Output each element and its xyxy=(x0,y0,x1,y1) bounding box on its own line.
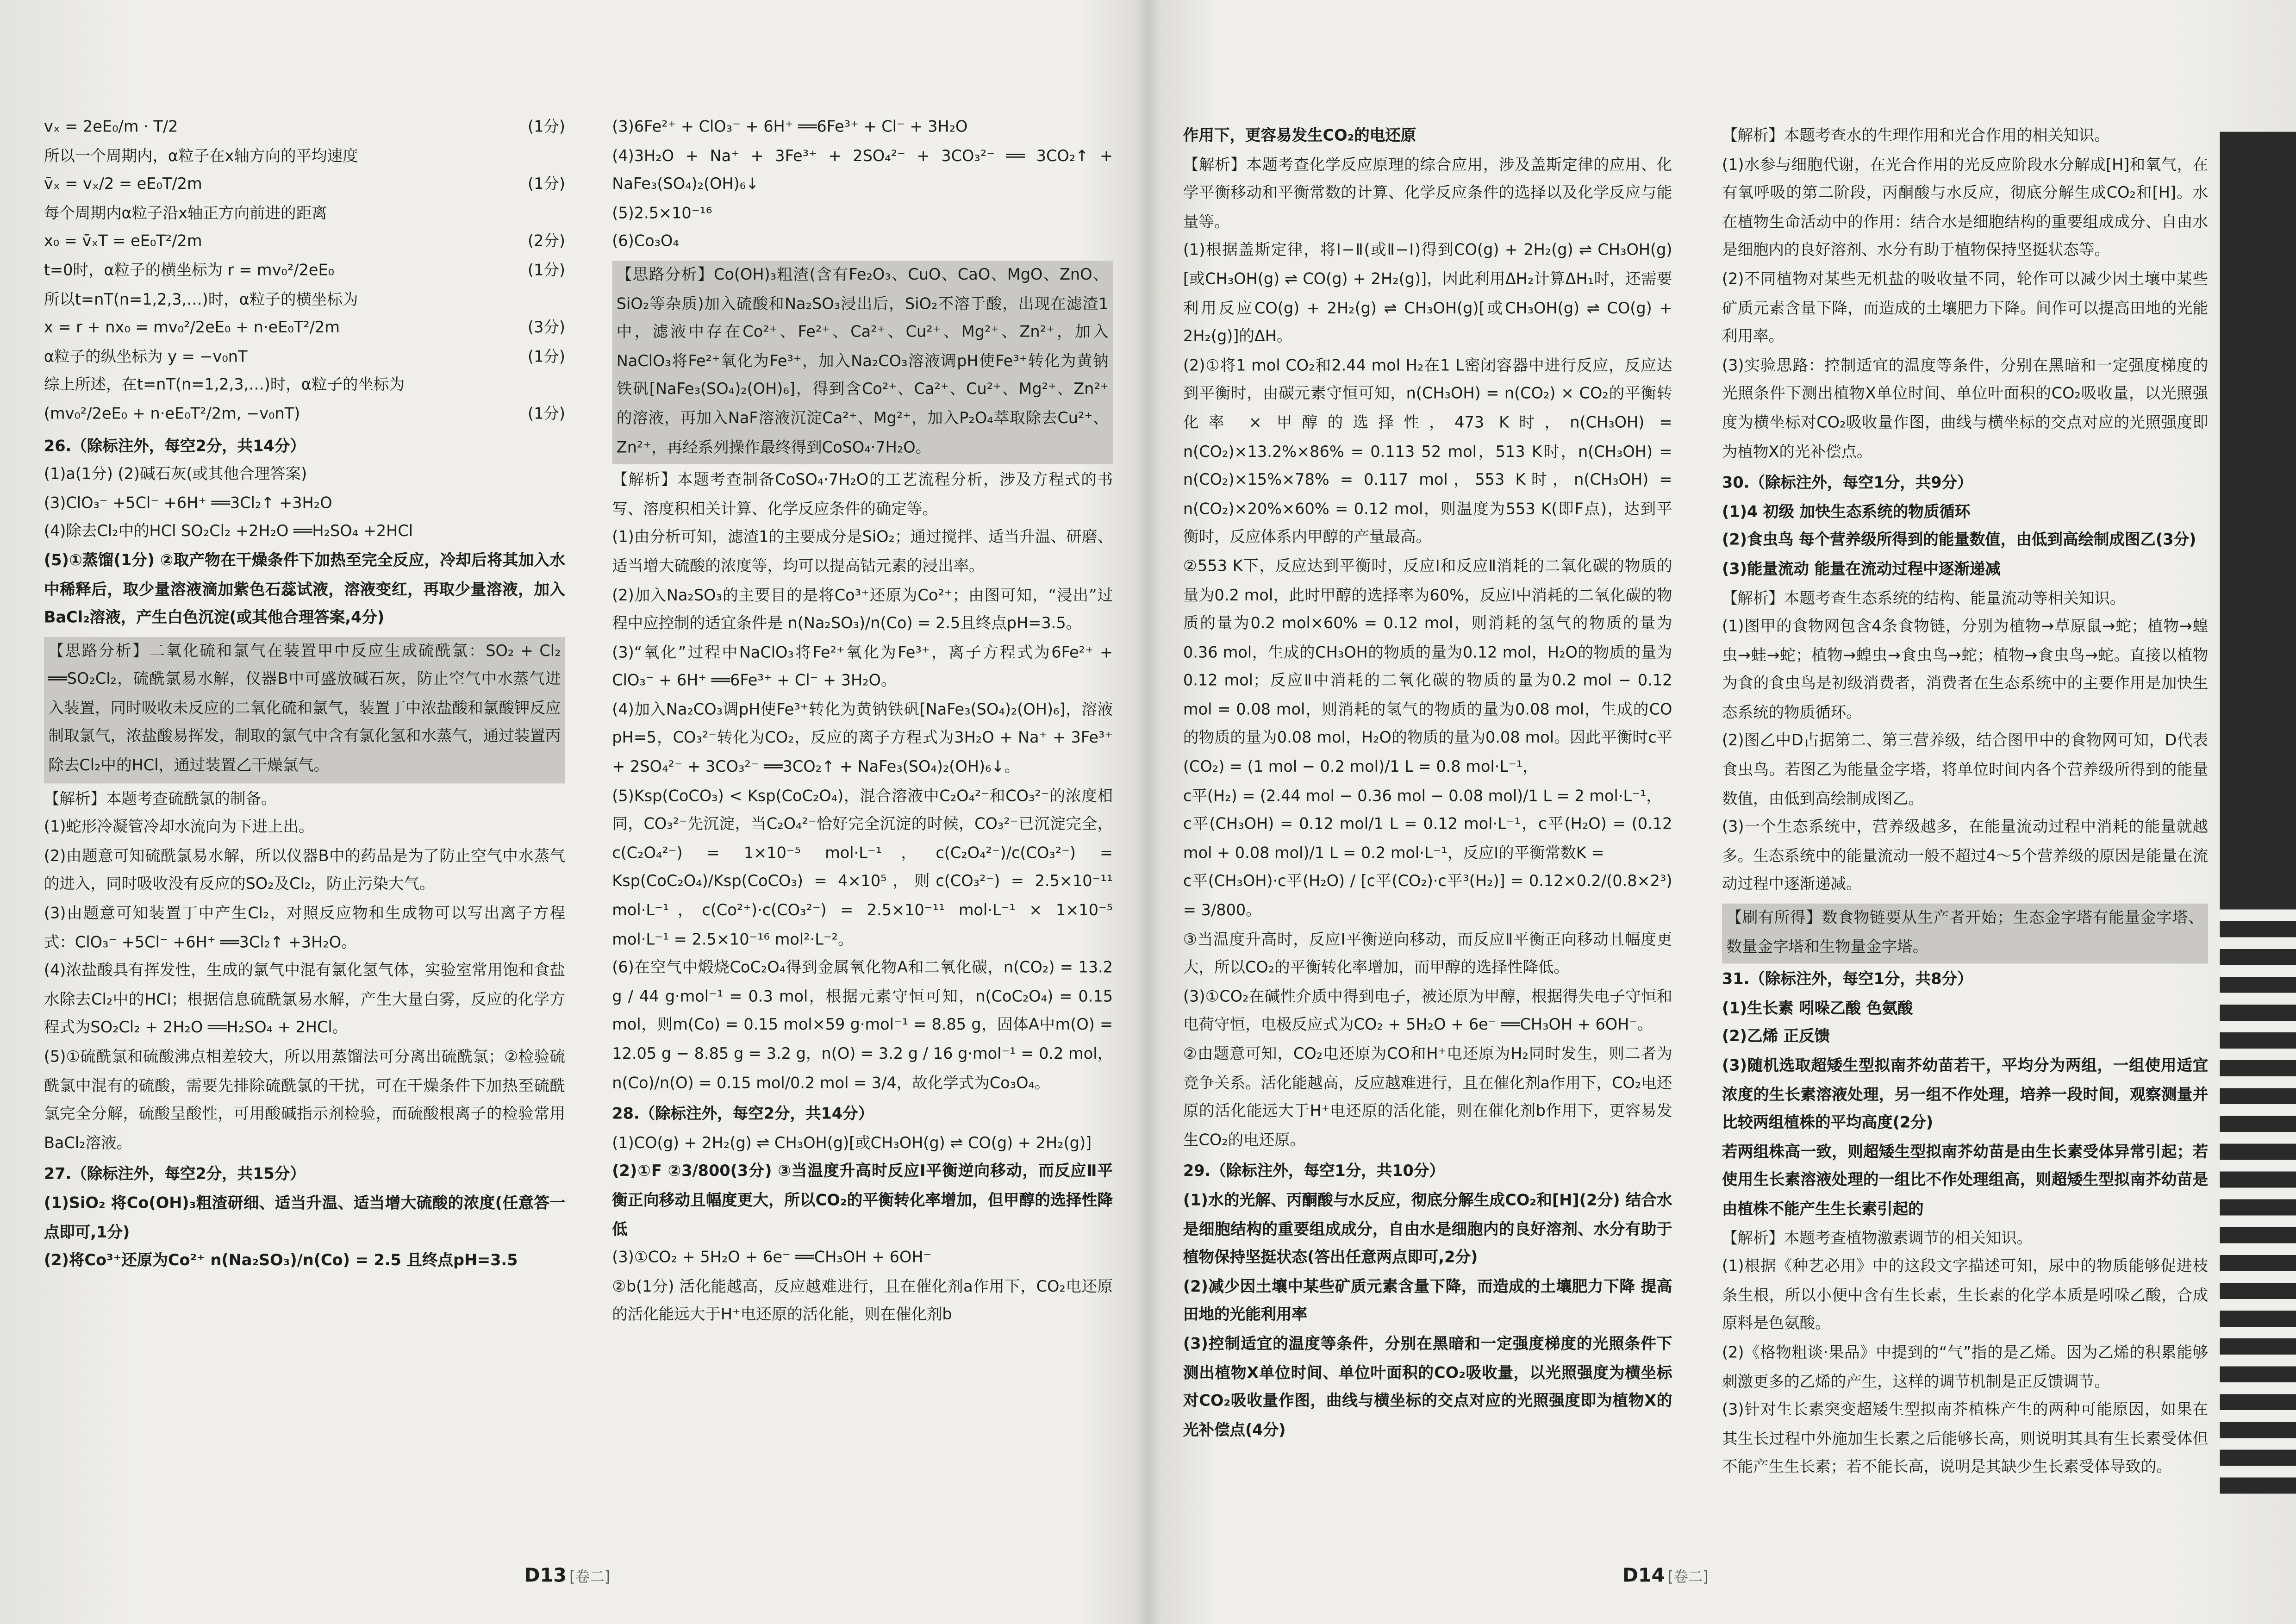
paragraph xyxy=(44,490,565,519)
text: (1)水的光解、丙酮酸与水反应，彻底分解生成CO₂和[H](2分) 结合水是细胞结构的重要组成成分，自由水是细胞内的良好溶剂、水分有助于植物保持坚挺状态(答出任意两点即可,2分) xyxy=(1183,1192,1672,1267)
text: 28.（除标注外，每空2分，共14分） xyxy=(612,1106,874,1124)
text: (5)Ksp(CoCO₃) < Ksp(CoC₂O₄)，混合溶液中C₂O₄²⁻和CO₃²⁻的浓度相同，CO₃²⁻先沉淀，当C₂O₄²⁻恰好完全沉淀的时候，CO₃²⁻已沉淀完全，c(C₂O₄²⁻) = 1×10⁻⁵ mol·L⁻¹，c(C₂O₄²⁻)/c(CO₃²⁻) = Ksp(CoC₂O₄)/Ksp(CoCO₃) = 4×10⁵，则c(CO₃²⁻) = 2.5×10⁻¹¹ mol·L⁻¹，c(Co²⁺)·c(CO₃²⁻) = 2.5×10⁻¹¹ mol·L⁻¹ × 1×10⁻⁵ mol·L⁻¹ = 2.5×10⁻¹⁶ mol²·L⁻²。 xyxy=(612,787,1113,949)
paragraph xyxy=(612,697,1113,783)
paragraph xyxy=(612,229,1113,258)
text: c平(H₂) = (2.44 mol − 0.36 mol − 0.08 mol)/1 L = 2 mol·L⁻¹， xyxy=(1183,787,1662,805)
answer-text xyxy=(44,548,565,634)
answer-text xyxy=(44,1248,565,1277)
paragraph xyxy=(1183,984,1672,1041)
paragraph xyxy=(44,287,565,315)
text: 【思路分析】Co(OH)₃粗渣(含有Fe₂O₃、CuO、CaO、MgO、ZnO、SiO₂等杂质)加入硫酸和Na₂SO₃浸出后，SiO₂不溶于酸，出现在滤渣1中，滤液中存在Co²⁺、Fe²⁺、Ca²⁺、Cu²⁺、Mg²⁺、Zn²⁺，加入NaClO₃将Fe²⁺氧化为Fe³⁺，加入Na₂CO₃溶液调pH使Fe³⁺转化为黄钠铁矾[NaFe₃(SO₄)₂(OH)₆]，得到含Co²⁺、Ca²⁺、Cu²⁺、Mg²⁺、Zn²⁺的溶液，再加入NaF溶液沉淀Ca²⁺、Mg²⁺，加入P₂O₄萃取除去Cu²⁺、Zn²⁺，再经系列操作最终得到CoSO₄·7H₂O。 xyxy=(616,266,1109,456)
text: (3)实验思路：控制适宜的温度等条件，分别在黑暗和一定强度梯度的光照条件下测出植物X单位时间、单位叶面积的CO₂吸收量，以光照强度为横坐标对CO₂吸收量作图，曲线与横坐标的交点对应的光照强度即为植物X的光补偿点。 xyxy=(1722,357,2209,461)
text: (3)随机选取超矮生型拟南芥幼苗若干，平均分为两组，一组使用适宜浓度的生长素溶液处理，另一组不作处理，培养一段时间，观察测量并比较两组植株的平均高度(2分) xyxy=(1722,1057,2209,1132)
text: (1)水参与细胞代谢，在光合作用的光反应阶段水分解成[H]和氧气，在有氧呼吸的第二阶段，丙酮酸与水反应，彻底分解生成CO₂和[H]。水在植物生命活动中的作用：结合水是细胞结构的重要组成成分、自由水是细胞内的良好溶剂、水分有助于植物保持坚挺状态等。 xyxy=(1722,156,2209,260)
text: (2)图乙中D占据第二、第三营养级，结合图甲中的食物网可知，D代表食虫鸟。若图乙为能量金字塔，将单位时间内各个营养级所得到的能量数值，由低到高绘制成图乙。 xyxy=(1722,733,2209,808)
text: (3)①CO₂在碱性介质中得到电子，被还原为甲醇，根据得失电子守恒和电荷守恒，电极反应式为CO₂ + 5H₂O + 6e⁻ ══CH₃OH + 6OH⁻。 xyxy=(1183,988,1672,1035)
answer-text xyxy=(1722,556,2208,585)
text: (5)①硫酰氯和硫酸沸点相差较大，所以用蒸馏法可分离出硫酰氯；②检验硫酰氯中混有的硫酸，需要先排除硫酰氯的干扰，可在干燥条件下加热至硫酰氯完全分解，硫酸呈酸性，可用酸碱指示剂检验，而硫酸根离子的检验常用BaCl₂溶液。 xyxy=(44,1048,566,1152)
answer-text xyxy=(1722,528,2208,556)
paragraph xyxy=(612,143,1113,200)
question-heading xyxy=(612,1101,1113,1130)
text: (6)在空气中煅烧CoC₂O₄得到金属氧化物A和二氧化碳，n(CO₂) = 13.2 g / 44 g·mol⁻¹ = 0.3 mol，根据元素守恒可知，n(CoC₂O₄) = 0.15 mol，则m(Co) = 0.15 mol×59 g·mol⁻¹ = 8.85 g，固体A中m(O) = 12.05 g − 8.85 g = 3.2 g，n(O) = 3.2 g / 16 g·mol⁻¹ = 0.2 mol，n(Co)/n(O) = 0.15 mol/0.2 mol = 3/4，故化学式为Co₃O₄。 xyxy=(612,959,1113,1092)
page-number-right xyxy=(1622,1564,1709,1587)
text: (1)a(1分) (2)碱石灰(或其他合理答案) xyxy=(44,466,307,484)
paragraph xyxy=(1722,1397,2208,1483)
text: 综上所述，在t=nT(n=1,2,3,…)时，α粒子的坐标为 xyxy=(44,377,405,395)
text: 【解析】本题考查化学反应原理的综合应用，涉及盖斯定律的应用、化学平衡移动和平衡常数的计算、化学反应条件的选择以及化学反应与能量等。 xyxy=(1183,156,1672,231)
question-heading xyxy=(44,1162,565,1191)
text: (3)由题意可知装置丁中产生Cl₂，对照反应物和生成物可以写出离子方程式：ClO₃⁻ +5Cl⁻ +6H⁺ ══3Cl₂↑ +3H₂O。 xyxy=(44,905,566,951)
score-label: (3分) xyxy=(528,319,566,337)
text: (5)2.5×10⁻¹⁶ xyxy=(612,205,712,223)
answer-text xyxy=(1722,1053,2208,1139)
paragraph xyxy=(1183,1041,1672,1156)
question-heading xyxy=(44,433,565,462)
text: 31.（除标注外，每空1分，共8分） xyxy=(1722,971,1973,989)
paragraph xyxy=(1183,353,1672,554)
paragraph xyxy=(612,639,1113,697)
paragraph xyxy=(612,200,1113,229)
text: 【解析】本题考查水的生理作用和光合作用的相关知识。 xyxy=(1722,127,2110,145)
paragraph xyxy=(1722,585,2208,614)
paragraph xyxy=(612,525,1113,582)
answer-text xyxy=(1183,123,1672,152)
text: (2)由题意可知硫酰氯易水解，所以仪器B中的药品是为了防止空气中水蒸气的进入，同时吸收没有反应的SO₂及Cl₂，防止污染大气。 xyxy=(44,848,566,894)
paragraph xyxy=(612,1245,1113,1274)
paragraph xyxy=(44,172,565,200)
paragraph xyxy=(1183,238,1672,353)
text: (1)根据盖斯定律，将Ⅰ−Ⅱ(或Ⅱ−Ⅰ)得到CO(g) + 2H₂(g) ⇌ CH₃OH(g)[或CH₃OH(g) ⇌ CO(g) + 2H₂(g)]，因此利用ΔH₂计算ΔH₁时，还需要利用反应CO(g) + 2H₂(g) ⇌ CH₃OH(g)[或CH₃OH(g) ⇌ CO(g) + 2H₂(g)]的ΔH。 xyxy=(1183,242,1672,346)
paragraph xyxy=(612,467,1113,525)
paragraph xyxy=(44,344,565,373)
text: (1)根据《种艺必用》中的这段文字描述可知，尿中的物质能够促进枝条生根，所以小便中含有生长素，生长素的化学本质是吲哚乙酸，合成原料是色氨酸。 xyxy=(1722,1258,2209,1333)
text: 每个周期内α粒子沿x轴正方向前进的距离 xyxy=(44,205,327,223)
answer-text xyxy=(1183,1274,1672,1331)
text: (1)生长素 吲哚乙酸 色氨酸 xyxy=(1722,999,1913,1018)
paragraph xyxy=(44,401,565,430)
paragraph xyxy=(1722,267,2208,353)
paragraph xyxy=(1183,152,1672,238)
answer-text xyxy=(1183,1331,1672,1446)
text: (3)“氧化”过程中NaClO₃将Fe²⁺氧化为Fe³⁺，离子方程式为6Fe²⁺ + ClO₃⁻ + 6H⁺ ══6Fe³⁺ + Cl⁻ + 3H₂O。 xyxy=(612,643,1113,690)
text: (2)加入Na₂SO₃的主要目的是将Co³⁺还原为Co²⁺；由图可知，“浸出”过程中应控制的适宜条件是 n(Na₂SO₃)/n(Co) = 2.5且终点pH=3.5。 xyxy=(612,586,1113,633)
paragraph xyxy=(612,1130,1113,1159)
paragraph xyxy=(44,786,565,815)
text: 【解析】本题考查植物激素调节的相关知识。 xyxy=(1722,1229,2033,1247)
text: (2)减少因土壤中某些矿质元素含量下降，而造成的土壤肥力下降 提高田地的光能利用率 xyxy=(1183,1278,1672,1324)
paragraph xyxy=(1183,783,1672,812)
paragraph xyxy=(44,519,565,548)
question-heading xyxy=(1722,470,2208,499)
text: 【思路分析】二氧化硫和氯气在装置甲中反应生成硫酰氯：SO₂ + Cl₂ ══SO₂Cl₂，硫酰氯易水解，仪器B中可盛放碱石灰，防止空气中水蒸气进入装置，同时吸收未反应的二氧化硫和氯气，装置丁中浓盐酸和氯酸钾反应制取氯气，浓盐酸易挥发，制取的氯气中含有氯化氢和水蒸气，通过装置丙除去Cl₂中的HCl，通过装置乙干燥氯气。 xyxy=(48,642,561,775)
paragraph xyxy=(612,783,1113,955)
text: (3)针对生长素突变超矮生型拟南芥植株产生的两种可能原因，如果在其生长过程中外施加生长素之后能够长高，则说明其具有生长素受体但不能产生生长素；若不能长高，说明是其缺少生长素受体导致的。 xyxy=(1722,1401,2209,1477)
paragraph xyxy=(44,229,565,258)
paragraph xyxy=(1722,614,2208,729)
page-number: D13 xyxy=(524,1565,567,1587)
text: α粒子的纵坐标为 y = −v₀nT xyxy=(44,348,248,366)
score-label: (1分) xyxy=(528,176,566,194)
highlight-note-box xyxy=(44,637,565,783)
text: c平(CH₃OH)·c平(H₂O) / [c平(CO₂)·c平³(H₂)] = 0.12×0.2/(0.8×2³) = 3/800。 xyxy=(1183,873,1672,920)
text: 27.（除标注外，每空2分，共15分） xyxy=(44,1166,306,1184)
text: (3)①CO₂ + 5H₂O + 6e⁻ ══CH₃OH + 6OH⁻ xyxy=(612,1249,932,1267)
page-number: D14 xyxy=(1622,1565,1665,1587)
text: ③当温度升高时，反应Ⅰ平衡逆向移动，而反应Ⅱ平衡正向移动且幅度更大，所以CO₂的平衡转化率增加，而甲醇的选择性降低。 xyxy=(1183,931,1672,977)
score-label: (2分) xyxy=(528,233,566,251)
text: (1)CO(g) + 2H₂(g) ⇌ CH₃OH(g)[或CH₃OH(g) ⇌ CO(g) + 2H₂(g)] xyxy=(612,1134,1092,1152)
text: vₓ = 2eE₀/m · T/2 xyxy=(44,119,178,137)
paragraph xyxy=(1183,553,1672,783)
text: (4)3H₂O + Na⁺ + 3Fe³⁺ + 2SO₄²⁻ + 3CO₃²⁻ ══ 3CO₂↑ + NaFe₃(SO₄)₂(OH)₆↓ xyxy=(612,147,1113,194)
text: (3)ClO₃⁻ +5Cl⁻ +6H⁺ ══3Cl₂↑ +3H₂O xyxy=(44,494,332,512)
text: (1)由分析可知，滤渣1的主要成分是SiO₂；通过搅拌、适当升温、研磨、适当增大硫酸的浓度等，均可以提高钴元素的浸出率。 xyxy=(612,529,1113,575)
paragraph xyxy=(1722,729,2208,815)
paragraph xyxy=(1722,152,2208,267)
text: (2)乙烯 正反馈 xyxy=(1722,1028,1830,1046)
text: 26.（除标注外，每空2分，共14分） xyxy=(44,437,306,455)
paragraph xyxy=(1183,926,1672,984)
text: (2)将Co³⁺还原为Co²⁺ n(Na₂SO₃)/n(Co) = 2.5 且终点pH=3.5 xyxy=(44,1252,518,1270)
edge-index-stripes xyxy=(2220,893,2296,1494)
text: (4)除去Cl₂中的HCl SO₂Cl₂ +2H₂O ══H₂SO₄ +2HCl xyxy=(44,523,413,541)
text: ②由题意可知，CO₂电还原为CO和H⁺电还原为H₂同时发生，则二者为竞争关系。活化能越高，反应越难进行，且在催化剂a作用下，CO₂电还原的活化能远大于H⁺电还原的活化能，则在催化剂b作用下，更容易发生CO₂的电还原。 xyxy=(1183,1045,1672,1149)
question-heading xyxy=(1183,1159,1672,1187)
score-label: (1分) xyxy=(528,262,566,280)
text: 30.（除标注外，每空1分，共9分） xyxy=(1722,475,1973,493)
text: ②b(1分) 活化能越高，反应越难进行，且在催化剂a作用下，CO₂电还原的活化能远大于H⁺电还原的活化能，则在催化剂b xyxy=(612,1278,1113,1324)
text: (1)图甲的食物网包含4条食物链，分别为植物→草原鼠→蛇；植物→蝗虫→蛙→蛇；植物→蝗虫→食虫鸟→蛇；植物→食虫鸟→蛇。直接以植物为食的食虫鸟是初级消费者，消费者在生态系统中的主要作用是加快生态系统的物质循环。 xyxy=(1722,618,2209,722)
paragraph xyxy=(1183,869,1672,926)
text: (1)4 初级 加快生态系统的物质循环 xyxy=(1722,503,1971,521)
text: (6)Co₃O₄ xyxy=(612,233,679,251)
text: (5)①蒸馏(1分) ②取产物在干燥条件下加热至完全反应，冷却后将其加入水中稀释后，取少量溶液滴加紫色石蕊试液，溶液变红，再取少量溶液，加入BaCl₂溶液，产生白色沉淀(或其他合理答案,4分) xyxy=(44,552,566,627)
paragraph xyxy=(1722,1340,2208,1397)
score-label: (1分) xyxy=(528,348,566,366)
paragraph xyxy=(1722,1225,2208,1254)
page-number-left xyxy=(524,1564,610,1587)
column-4 xyxy=(1722,123,2208,1573)
highlight-note-box xyxy=(1722,904,2208,964)
text: (4)加入Na₂CO₃调pH使Fe³⁺转化为黄钠铁矾[NaFe₃(SO₄)₂(OH)₆]，溶液pH=5，CO₃²⁻转化为CO₂，反应的离子方程式为3H₂O + Na⁺ + 3Fe³⁺ + 2SO₄²⁻ + 3CO₃²⁻ ══3CO₂↑ + NaFe₃(SO₄)₂(OH)₆↓。 xyxy=(612,701,1113,776)
text: (3)控制适宜的温度等条件，分别在黑暗和一定强度梯度的光照条件下测出植物X单位时间、单位叶面积的CO₂吸收量，以光照强度为横坐标对CO₂吸收量作图，曲线与横坐标的交点对应的光照强度即为植物X的光补偿点(4分) xyxy=(1183,1335,1672,1439)
paragraph xyxy=(612,582,1113,639)
paragraph xyxy=(1722,123,2208,152)
text: c平(CH₃OH) = 0.12 mol/1 L = 0.12 mol·L⁻¹，c平(H₂O) = (0.12 mol + 0.08 mol)/1 L = 0.2 mol·L⁻¹，反应Ⅰ的平衡常数K = xyxy=(1183,816,1672,862)
text: (1)蛇形冷凝管冷却水流向为下进上出。 xyxy=(44,819,314,837)
question-heading xyxy=(1722,967,2208,995)
paragraph xyxy=(44,200,565,229)
text: (2)《格物粗谈·果品》中提到的“气”指的是乙烯。因为乙烯的积累能够刺激更多的乙烯的产生，这样的调节机制是正反馈调节。 xyxy=(1722,1344,2209,1391)
text: 【解析】本题考查制备CoSO₄·7H₂O的工艺流程分析，涉及方程式的书写、溶度积相关计算、化学反应条件的确定等。 xyxy=(612,471,1113,518)
answer-text xyxy=(1722,995,2208,1024)
paragraph xyxy=(44,958,565,1044)
paragraph xyxy=(44,1044,565,1159)
text: 29.（除标注外，每空1分，共10分） xyxy=(1183,1163,1445,1181)
text: (3)能量流动 能量在流动过程中逐渐递减 xyxy=(1722,561,2001,579)
text: 【解析】本题考查硫酰氯的制备。 xyxy=(44,790,277,808)
text: v̄ₓ = vₓ/2 = eE₀T/2m xyxy=(44,176,202,194)
paragraph xyxy=(44,462,565,490)
paragraph xyxy=(44,815,565,843)
paragraph xyxy=(1722,815,2208,901)
paragraph xyxy=(44,373,565,401)
text: t=0时，α粒子的横坐标为 r = mv₀²/2eE₀ xyxy=(44,262,335,280)
text: x = r + nx₀ = mv₀²/2eE₀ + n·eE₀T²/2m xyxy=(44,319,340,337)
column-1 xyxy=(44,114,565,1564)
answer-text xyxy=(1722,1139,2208,1225)
page-fold-shadow xyxy=(1136,0,1160,1624)
paragraph xyxy=(612,1274,1113,1331)
text: 作用下，更容易发生CO₂的电还原 xyxy=(1183,127,1416,145)
answer-text xyxy=(1183,1187,1672,1274)
paragraph xyxy=(44,315,565,344)
text: (2)①将1 mol CO₂和2.44 mol H₂在1 L密闭容器中进行反应，反应达到平衡时，由碳元素守恒可知，n(CH₃OH) = n(CO₂) × CO₂的平衡转化率 × 甲醇的选择性，473 K时，n(CH₃OH) = n(CO₂)×13.2%×86% = 0.113 52 mol，513 K时，n(CH₃OH) = n(CO₂)×15%×78% = 0.117 mol，553 K时，n(CH₃OH) = n(CO₂)×20%×60% = 0.12 mol，则温度为553 K(即F点)，达到平衡时，反应体系内甲醇的产量最高。 xyxy=(1183,357,1672,547)
text: x₀ = v̄ₓT = eE₀T²/2m xyxy=(44,233,202,251)
text: (mv₀²/2eE₀ + n·eE₀T²/2m, −v₀nT) xyxy=(44,406,300,423)
text: (2)①F ②3/800(3分) ③当温度升高时反应Ⅰ平衡逆向移动，而反应Ⅱ平衡正向移动且幅度更大，所以CO₂的平衡转化率增加，但甲醇的选择性降低 xyxy=(612,1163,1113,1238)
text: 【刷有所得】数食物链要从生产者开始；生态金字塔有能量金字塔、数量金字塔和生物量金字塔。 xyxy=(1726,909,2204,956)
paragraph xyxy=(612,114,1113,143)
volume-label: [卷二] xyxy=(569,1570,611,1586)
volume-label: [卷二] xyxy=(1667,1570,1709,1586)
answer-text xyxy=(1722,1024,2208,1053)
text: 所以t=nT(n=1,2,3,…)时，α粒子的横坐标为 xyxy=(44,291,358,309)
paragraph xyxy=(1722,353,2208,468)
paragraph xyxy=(1183,812,1672,869)
paragraph xyxy=(44,843,565,901)
text: (3)6Fe²⁺ + ClO₃⁻ + 6H⁺ ══6Fe³⁺ + Cl⁻ + 3H₂O xyxy=(612,119,968,137)
paragraph xyxy=(44,258,565,287)
answer-text xyxy=(1722,499,2208,528)
text: 【解析】本题考查生态系统的结构、能量流动等相关知识。 xyxy=(1722,589,2126,607)
text: (4)浓盐酸具有挥发性，生成的氯气中混有氯化氢气体，实验室常用饱和食盐水除去Cl₂中的HCl；根据信息硫酰氯易水解，产生大量白雾，反应的化学方程式为SO₂Cl₂ + 2H₂O ══H₂SO₄ + 2HCl。 xyxy=(44,962,566,1037)
text: (2)食虫鸟 每个营养级所得到的能量数值，由低到高绘制成图乙(3分) xyxy=(1722,532,2196,550)
text: 所以一个周期内，α粒子在x轴方向的平均速度 xyxy=(44,147,358,165)
score-label: (1分) xyxy=(528,119,566,137)
paragraph xyxy=(1722,1254,2208,1340)
paragraph xyxy=(44,901,565,958)
score-label: (1分) xyxy=(528,406,566,423)
text: (1)SiO₂ 将Co(OH)₃粗渣研细、适当升温、适当增大硫酸的浓度(任意答一点即可,1分) xyxy=(44,1195,566,1242)
text: (2)不同植物对某些无机盐的吸收量不同，轮作可以减少因土壤中某些矿质元素含量下降，而造成的土壤肥力下降。间作可以提高田地的光能利用率。 xyxy=(1722,271,2209,346)
text: ②553 K下，反应达到平衡时，反应Ⅰ和反应Ⅱ消耗的二氧化碳的物质的量为0.2 mol，此时甲醇的选择率为60%，反应Ⅰ中消耗的二氧化碳的物质的量为0.2 mol×60% = 0.12 mol，则消耗的氢气的物质的量为0.36 mol，生成的CH₃OH的物质的量为0.12 mol，H₂O的物质的量为0.12 mol；反应Ⅱ中消耗的二氧化碳的物质的量为0.2 mol − 0.12 mol = 0.08 mol，则消耗的氢气的物质的量为0.08 mol，生成的CO的物质的量为0.08 mol，H₂O的物质的量为0.08 mol。因此平衡时c平(CO₂) = (1 mol − 0.2 mol)/1 L = 0.8 mol·L⁻¹， xyxy=(1183,557,1672,776)
text: 若两组株高一致，则超矮生型拟南芥幼苗是由生长素受体异常引起；若使用生长素溶液处理的一组比不作处理组高，则超矮生型拟南芥幼苗是由植株不能产生生长素引起的 xyxy=(1722,1143,2209,1218)
column-3 xyxy=(1183,123,1672,1573)
column-2 xyxy=(612,114,1113,1564)
paragraph xyxy=(612,955,1113,1099)
paragraph xyxy=(44,114,565,143)
highlight-note-box xyxy=(612,261,1113,464)
answer-text xyxy=(612,1159,1113,1245)
paragraph xyxy=(44,143,565,172)
answer-text xyxy=(44,1191,565,1248)
text: (3)一个生态系统中，营养级越多，在能量流动过程中消耗的能量就越多。生态系统中的能量流动一般不超过4～5个营养级的原因是能量在流动过程中逐渐递减。 xyxy=(1722,819,2209,894)
